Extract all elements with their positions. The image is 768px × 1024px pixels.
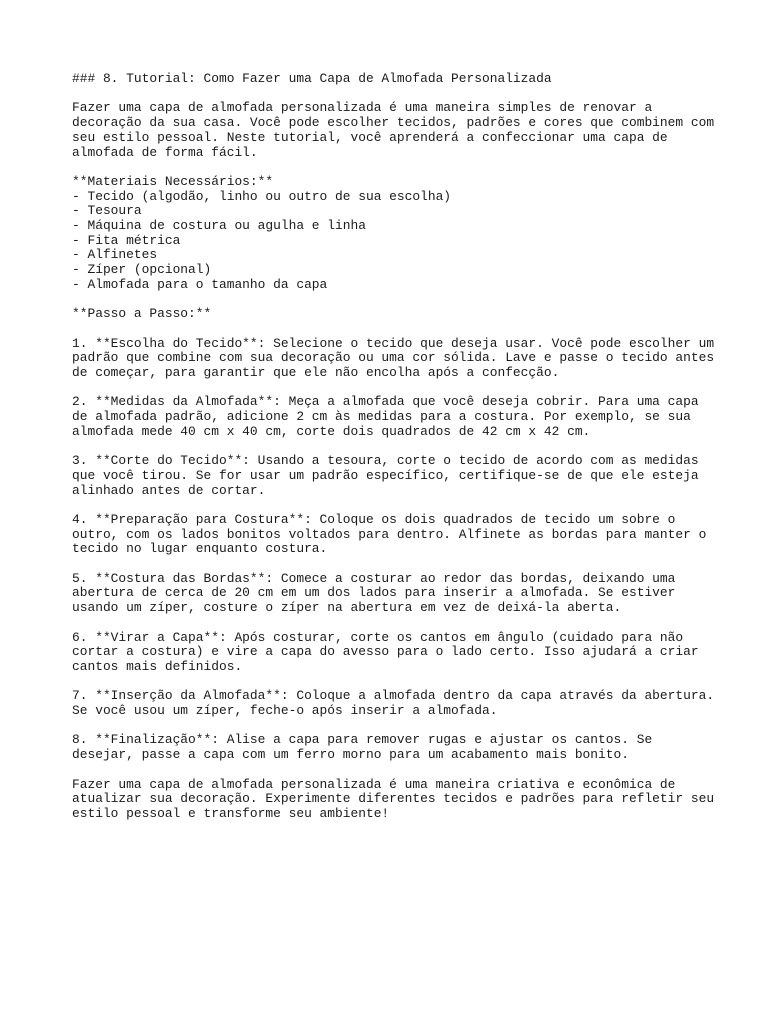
- step-line: desejar, passe a capa com um ferro morno para um acabamento mais bonito.: [72, 747, 629, 763]
- step-3: [72, 454, 712, 498]
- document-heading: [72, 72, 712, 87]
- materials-section: [72, 175, 712, 293]
- step-4: [72, 513, 712, 557]
- step-line: 5. **Costura das Bordas**: Comece a costurar ao redor das bordas, deixando uma: [72, 570, 676, 586]
- step-line: 8. **Finalização**: Alise a capa para remover rugas e ajustar os cantos. Se: [72, 732, 653, 748]
- conclusion-line: atualizar sua decoração. Experimente diferentes tecidos e padrões para refletir seu: [72, 791, 715, 807]
- steps-title-block: [72, 307, 712, 322]
- step-line: abertura de cerca de 20 cm em um dos lados para inserir a almofada. Se estiver: [72, 585, 676, 601]
- step-line: padrão que combine com sua decoração ou uma cor sólida. Lave e passe o tecido antes: [72, 350, 715, 366]
- materials-item: - Almofada para o tamanho da capa: [72, 276, 328, 292]
- conclusion-line: estilo pessoal e transforme seu ambiente!: [72, 805, 390, 821]
- step-line: alinhado antes de cortar.: [72, 482, 266, 498]
- step-line: 6. **Virar a Capa**: Após costurar, corte os cantos em ângulo (cuidado para não: [72, 629, 684, 645]
- intro-line: almofada de forma fácil.: [72, 144, 258, 160]
- step-2: [72, 395, 712, 439]
- step-line: 1. **Escolha do Tecido**: Selecione o tecido que deseja usar. Você pode escolher um: [72, 335, 715, 351]
- materials-item: - Zíper (opcional): [72, 262, 212, 278]
- conclusion-paragraph: [72, 776, 715, 822]
- conclusion-line: Fazer uma capa de almofada personalizada é uma maneira criativa e econômica de: [72, 776, 676, 792]
- materials-item: - Fita métrica: [72, 232, 181, 248]
- intro-line: Fazer uma capa de almofada personalizada é uma maneira simples de renovar a: [72, 100, 653, 116]
- steps-title: **Passo a Passo:**: [72, 306, 212, 322]
- step-5: [72, 572, 712, 616]
- step-line: 2. **Medidas da Almofada**: Meça a almofada que você deseja cobrir. Para uma capa: [72, 394, 699, 410]
- step-1: [72, 335, 715, 381]
- step-line: tecido no lugar enquanto costura.: [72, 541, 328, 557]
- intro-line: seu estilo pessoal. Neste tutorial, você aprenderá a confeccionar uma capa de: [72, 129, 668, 145]
- materials-item: - Tesoura: [72, 203, 142, 219]
- step-line: de almofada padrão, adicione 2 cm às medidas para a costura. Por exemplo, se sua: [72, 409, 691, 425]
- document-page: [72, 71, 715, 836]
- step-line: Se você usou um zíper, feche-o após inserir a almofada.: [72, 703, 498, 719]
- step-line: cortar a costura) e vire a capa do avesso para o lado certo. Isso ajudará a criar: [72, 644, 699, 660]
- materials-item: - Alfinetes: [72, 247, 158, 263]
- step-line: de começar, para garantir que ele não encolha após a confecção.: [72, 365, 560, 380]
- step-7: [72, 688, 715, 719]
- step-line: 3. **Corte do Tecido**: Usando a tesoura, corte o tecido de acordo com as medidas: [72, 453, 699, 469]
- intro-line: decoração da sua casa. Você pode escolher tecidos, padrões e cores que combinem com: [72, 115, 715, 131]
- step-line: almofada mede 40 cm x 40 cm, corte dois quadrados de 42 cm x 42 cm.: [72, 423, 591, 439]
- step-line: que você tirou. Se for usar um padrão específico, certifique-se de que ele esteja: [72, 467, 699, 483]
- materials-item: - Tecido (algodão, linho ou outro de sua escolha): [72, 188, 452, 204]
- heading-line: ### 8. Tutorial: Como Fazer uma Capa de Almofada Personalizada: [72, 71, 552, 86]
- step-line: 4. **Preparação para Costura**: Coloque os dois quadrados de tecido um sobre o: [72, 511, 676, 527]
- materials-item: - Máquina de costura ou agulha e linha: [72, 218, 366, 233]
- step-line: outro, com os lados bonitos voltados para dentro. Alfinete as bordas para manter o: [72, 526, 707, 542]
- step-line: usando um zíper, costure o zíper na abertura em vez de deixá-la aberta.: [72, 600, 622, 616]
- materials-title: **Materiais Necessários:**: [72, 173, 274, 189]
- step-line: cantos mais definidos.: [72, 658, 243, 674]
- intro-paragraph: [72, 100, 715, 160]
- step-8: [72, 733, 712, 762]
- step-6: [72, 631, 712, 675]
- step-line: 7. **Inserção da Almofada**: Coloque a almofada dentro da capa através da abertura.: [72, 688, 715, 704]
